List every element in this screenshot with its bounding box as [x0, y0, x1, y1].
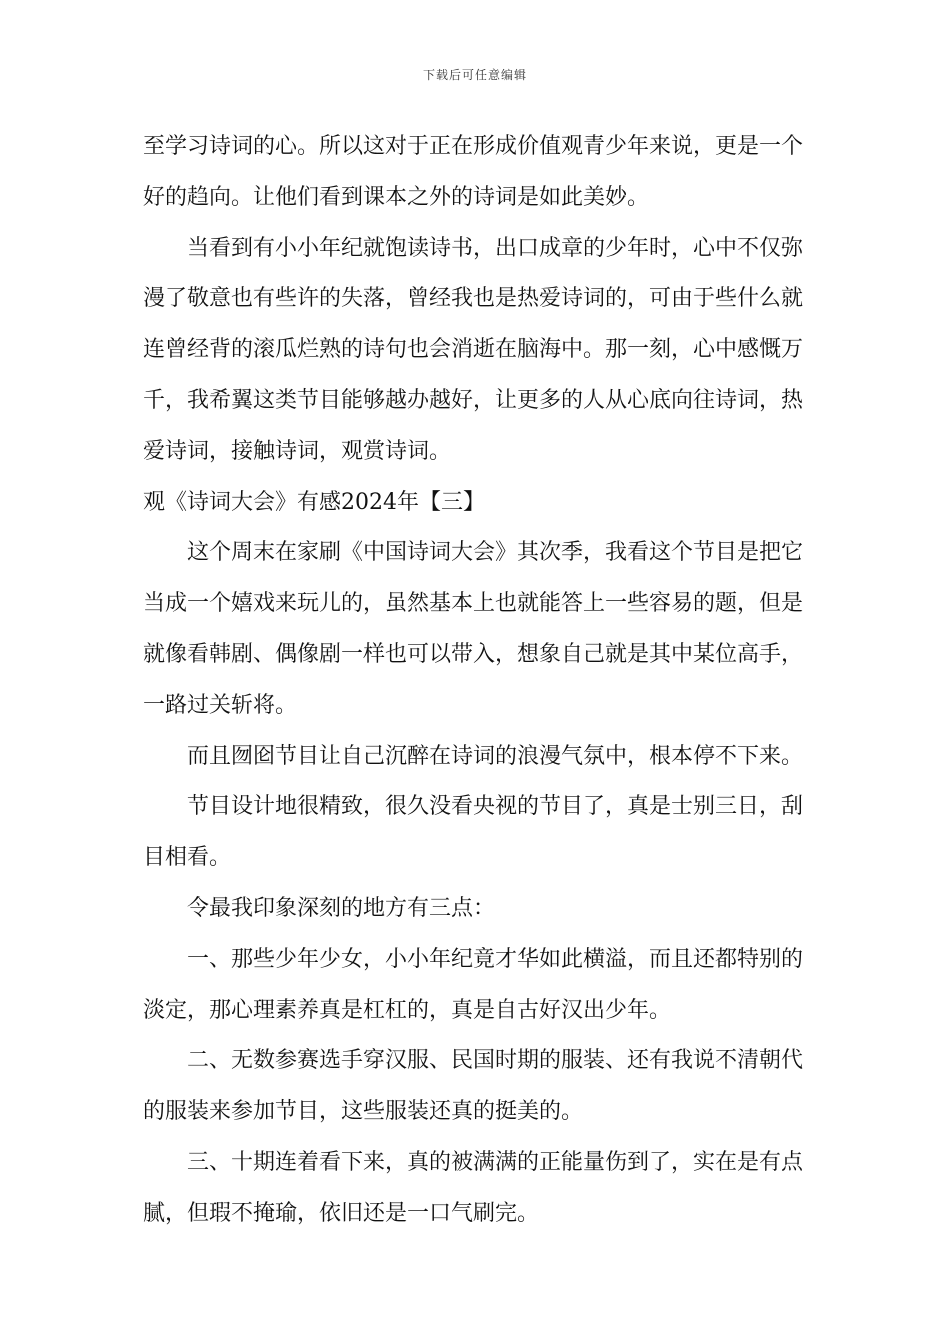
paragraph: 这个周末在家刷《中国诗词大会》其次季，我看这个节目是把它当成一个嬉戏来玩儿的，虽然基本上也就能答上一些容易的题，但是就像看韩剧、偶像剧一样也可以带入，想象自己就是其中某位高手，一路过关斩将。	[143, 540, 804, 718]
list-point: 二、无数参赛选手穿汉服、民国时期的服装、还有我说不清朝代的服装来参加节目，这些服装还真的挺美的。	[143, 1048, 804, 1125]
paragraph: 而且囫囵节目让自己沉醉在诗词的浪漫气氛中，根本停不下来。	[187, 743, 804, 769]
page-header-note: 下载后可任意编辑	[422, 68, 527, 82]
document-body	[143, 122, 803, 1240]
paragraph: 当看到有小小年纪就饱读诗书，出口成章的少年时，心中不仅弥漫了敬意也有些许的失落，曾经我也是热爱诗词的，可由于些什么就连曾经背的滚瓜烂熟的诗句也会消逝在脑海中。那一刻，心中感慨万千，我希翼这类节目能够越办越好，让更多的人从心底向往诗词，热爱诗词，接触诗词，观赏诗词。	[143, 235, 804, 464]
section-heading: 观《诗词大会》有感2024年【三】	[143, 489, 485, 515]
list-point: 三、十期连着看下来，真的被满满的正能量伤到了，实在是有点腻，但瑕不掩瑜，依旧还是一口气刷完。	[143, 1149, 804, 1226]
paragraph: 令最我印象深刻的地方有三点：	[187, 895, 496, 921]
list-point: 一、那些少年少女，小小年纪竟才华如此横溢，而且还都特别的淡定，那心理素养真是杠杠的，真是自古好汉出少年。	[143, 946, 804, 1023]
paragraph: 节目设计地很精致，很久没看央视的节目了，真是士别三日，刮目相看。	[143, 794, 804, 871]
paragraph-continuation: 至学习诗词的心。所以这对于正在形成价值观青少年来说，更是一个好的趋向。让他们看到课本之外的诗词是如此美妙。	[143, 134, 804, 210]
